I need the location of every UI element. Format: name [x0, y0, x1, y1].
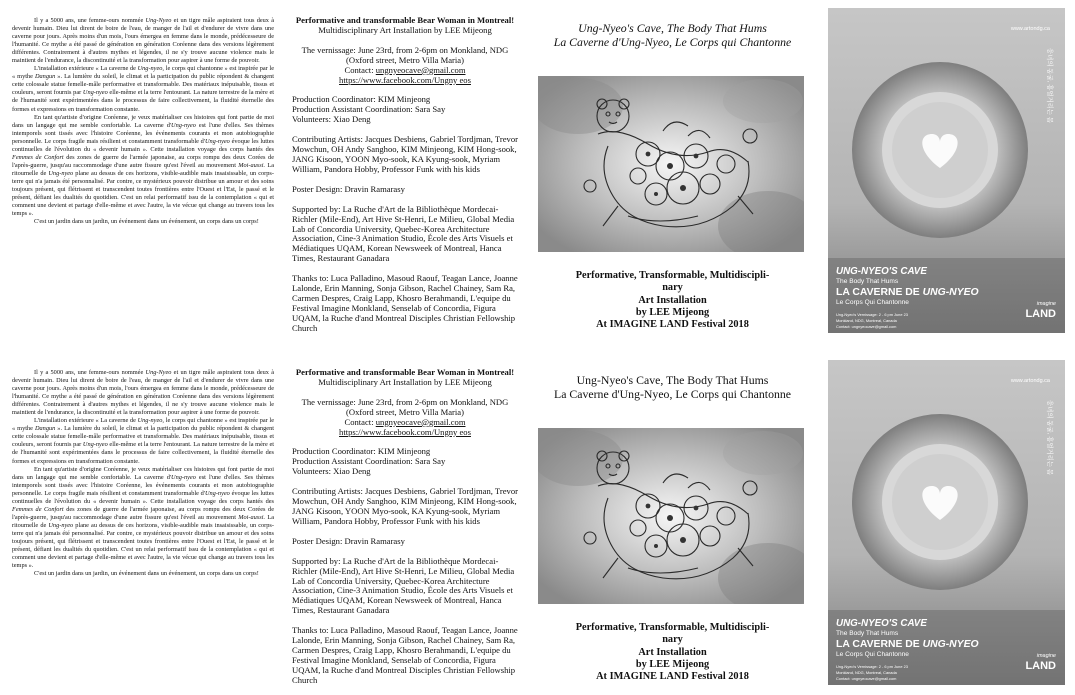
festival-caption — [535, 622, 810, 683]
info-panel — [292, 352, 518, 692]
cover-info-line: Contact: ungnyeocave@gmail.com — [836, 324, 897, 329]
production-coordinator: Production Coordinator: KIM Minjeong — [292, 446, 431, 457]
cover-website: www.artondg.ca — [1010, 26, 1050, 32]
caption-line: At IMAGINE LAND Festival 2018 — [596, 671, 749, 683]
poster-page-bottom — [0, 352, 1075, 692]
story-emphasis: Dangun — [34, 425, 56, 433]
svg-text:LAND: LAND — [1025, 660, 1056, 672]
caption-line: Art Installation — [638, 646, 707, 658]
cover-info-line: Monkland, NDG, Montreal, Canada — [836, 670, 897, 675]
cover-info-line: Monkland, NDG, Montreal, Canada — [836, 318, 897, 323]
story-run: elle-même et la terre l'entourant. La nature terrestre de la mère et de l'humanité sont expérimentées dans le processus de faire collectivement, la fluidité éternelle des formes et expressions en transformation constante. — [12, 441, 274, 465]
production-assistant: Production Assistant Coordination: Sara Say — [292, 456, 446, 467]
festival-caption — [535, 270, 810, 331]
story-panel — [12, 352, 274, 692]
story-text — [12, 17, 274, 226]
cover-info-line: Ung-Nyeo's Vernissage: 2 - 6 pm June 23 — [836, 312, 908, 317]
story-run: des zones de guerre de l'armée japonaise, au corps rompu des deux Corées de l'après-guerre, jusqu'au raccommodage d'une autre fissure qu'est l'éveil au mouvement — [12, 505, 274, 521]
artwork-image — [538, 76, 804, 252]
cover-korean-title: 웅녀의 동굴, 흥얼거리는 몸 — [1046, 400, 1053, 476]
story-run: des zones de guerre de l'armée japonaise, au corps rompu des deux Corées de l'après-guerre, jusqu'au raccommodage d'une autre fissure qu'est l'éveil au mouvement — [12, 153, 274, 169]
story-run: , le corps qui chantonne » est inspirée par le « mythe — [12, 65, 274, 81]
story-run: Il y a 5000 ans, une femme-ours nommée — [34, 17, 146, 24]
story-run: est l'une d'elles. Ses thèmes intemporels sont tissés avec l'histoire Coréenne, les événements courants et mon autobiographie personnelle. Le corps fragile mais résilient et constamment transformable d' — [12, 121, 274, 145]
story-run: est l'une d'elles. Ses thèmes intemporels sont tissés avec l'histoire Coréenne, les événements courants et mon autobiographie personnelle. Le corps fragile mais résilient et constamment transformable d' — [12, 473, 274, 497]
title-french: La Caverne d'Ung-Nyeo, Le Corps qui Chantonne — [553, 386, 792, 401]
cover-panel — [828, 352, 1065, 692]
svg-text:imagine: imagine — [1036, 653, 1056, 659]
caption-line: At IMAGINE LAND Festival 2018 — [596, 319, 749, 331]
cover-info-line: Contact: ungnyeocave@gmail.com — [836, 676, 897, 681]
story-emphasis: Ung-Nyeo — [145, 17, 172, 24]
story-emphasis: Femmes de Confort — [12, 153, 64, 161]
info-panel — [292, 0, 518, 340]
subheadline: Multidisciplinary Art Installation by LEE Mijeong — [318, 24, 492, 35]
contact-email-link[interactable]: ungnyeocave@gmail.com — [375, 416, 466, 427]
story-emphasis: Moi-aussi. — [238, 161, 266, 169]
story-run: évoque les luttes continuelles de l'évolution du « devenir humain ». Cette installation voyage des corps hantés des — [12, 137, 275, 153]
cover-title-en: UNG-NYEO'S CAVE — [836, 266, 927, 277]
subheadline: Multidisciplinary Art Installation by LEE Mijeong — [318, 376, 492, 387]
caption-line: Art Installation — [638, 294, 707, 306]
poster-page-top — [0, 0, 1075, 340]
story-run: , le corps qui chantonne » est inspirée par le « mythe — [12, 417, 274, 433]
story-run: La ritournelle de — [12, 161, 274, 177]
story-emphasis: Ung-Nyeo — [145, 369, 172, 376]
cover-title-fr: LA CAVERNE DE UNG-NYEO — [836, 287, 979, 298]
cover-korean-title: 웅녀의 동굴, 흥얼거리는 몸 — [1046, 48, 1053, 124]
production-coordinator: Production Coordinator: KIM Minjeong — [292, 94, 431, 105]
svg-text:imagine: imagine — [1036, 301, 1056, 307]
cover-image — [828, 8, 1065, 333]
story-paragraph — [12, 570, 274, 578]
cover-subtitle-en: The Body That Hums — [836, 630, 899, 637]
cover-subtitle-fr: Le Corps Qui Chantonne — [836, 651, 909, 658]
caption-line: nary — [662, 634, 683, 646]
cover-image — [828, 360, 1065, 685]
facebook-link[interactable]: https://www.facebook.com/Ungny eos — [339, 74, 471, 85]
cover-website: www.artondg.ca — [1010, 378, 1050, 384]
cover-panel — [828, 0, 1065, 340]
story-run: ». La lumière du soleil, le climat et la participation du public répondent & changent cette colossale statue femelle-mâle performative et transformable. Des matériaux inépuisable, tissus et couleurs, seront fournis par — [12, 425, 274, 449]
caption-line: by LEE Mijeong — [635, 658, 710, 670]
story-paragraph — [12, 114, 274, 219]
story-paragraph — [12, 369, 274, 417]
story-emphasis: Ung-nyeo — [171, 473, 196, 481]
contact-label: Contact: — [344, 416, 376, 427]
story-emphasis: Ung-nyeo — [171, 121, 196, 129]
story-emphasis: Ung-nyeo — [204, 489, 230, 497]
story-paragraph — [12, 65, 274, 113]
story-run: En tant qu'artiste d'origine Coréenne, je veux matérialiser ces histoires qui font partie de moi dans un langage qui me semble confortable. La caverne d' — [12, 465, 274, 481]
poster-design: Poster Design: Dravin Ramarasy — [292, 183, 405, 194]
story-run: C'est un jardin dans un jardin, un événement dans un événement, un corps dans un corps! — [34, 570, 259, 578]
story-emphasis: Ung-nyeo — [82, 441, 108, 449]
story-text — [12, 369, 274, 578]
vernissage-line-2: (Oxford street, Metro Villa Maria) — [346, 54, 464, 65]
story-emphasis: Ung-nyeo — [204, 137, 230, 145]
story-run: plane au dessus de ces horizons, visible-audible mais insaisissable, un corps-terre qui n'a jamais été personnalisé. Par contre, ce mystérieux pouvoir distribue un amour et des soins toujours présent, qui flétrissent et transcendent toutes frontières entre l'Ouest et l'Est, le passé et le présent, défiant les dualités du quotidien. C'est un relai performatif issu de la contemplation « qui et comment une devient et partage d'elle-même et avec l'autre, la vie vécue qui change au travers tous les temps ». — [12, 169, 274, 218]
caption-line: by LEE Mijeong — [635, 306, 710, 318]
story-emphasis: Ung-nyeo — [82, 89, 108, 97]
story-run: et un tigre mâle aspiraient tous deux à devenir humain. Dieu lui dirent de boire de l'eau, de manger de l'ail et d'endurer de vivre dans une caverne pour jours. Après moins d'un mois, l'ours émergea en femme dans le monde, prédécesseure de l'humanité. Ce mythe a été passé de génération en génération Coréenne dans des versions légèrement différentes. Contrairement à d'autres mythes et légendes, il ne s'y trouve aucune violence mais le maintient de l'endurance, la discontinuité et la transformation pour aspirer à une forme de pouvoir. — [12, 17, 274, 65]
story-panel — [12, 0, 274, 340]
story-run: L'installation extérieure « La caverne de — [34, 65, 138, 73]
story-emphasis: Ung-nyeo — [137, 417, 163, 425]
thanks-to: Thanks to: Luca Palladino, Masoud Raouf, Teagan Lance, Joanne Lalonde, Erin Manning, Sonja Gibson, Rachel Chainey, Sam Ra, Carmen Despres, Craig Lapp, Khosro Berahmandi, L'equipe du Festival Imagine Monkland, Senselab of Concordia, Figura UQAM, la Ruche d'and Montreal Disciples Christian Fellowship Church — [292, 625, 518, 685]
vernissage-line-1: The vernissage: June 23rd, from 2-6pm on Monkland, NDG — [301, 44, 509, 55]
story-run: L'installation extérieure « La caverne de — [34, 417, 138, 425]
story-paragraph — [12, 218, 274, 226]
story-emphasis: Dangun — [34, 73, 56, 81]
supported-by: Supported by: La Ruche d'Art de la Bibliothèque Mordecai-Richler (Mile-End), Art Hive St-Henri, Le Milieu, Global Media Lab of Concordia University, Quebec-Korea Architecture Association, Cine-3 Animation Studio, École des Arts Visuels et Médiatiques UQAM, Korean Newsweek of Montreal, Hanca Times, Restaurant Ganadara — [292, 203, 515, 264]
title-english: Ung-Nyeo's Cave, The Body That Hums — [578, 21, 767, 35]
story-emphasis: Femmes de Confort — [12, 505, 64, 513]
story-run: La ritournelle de — [12, 513, 274, 529]
story-run: plane au dessus de ces horizons, visible-audible mais insaisissable, un corps-terre qui n'a jamais été personnalisé. Par contre, ce mystérieux pouvoir distribue un amour et des soins toujours présent, qui flétrissent et transcendent toutes frontières entre l'Ouest et l'Est, le passé et le présent, défiant les dualités du quotidien. C'est un relai performatif issu de la contemplation « qui et comment une devient et partage d'elle-même et avec l'autre, la vie vécue qui change au travers tous les temps ». — [12, 521, 274, 570]
production-assistant: Production Assistant Coordination: Sara Say — [292, 104, 446, 115]
title-panel — [535, 0, 810, 340]
poster-design: Poster Design: Dravin Ramarasy — [292, 535, 405, 546]
supported-by: Supported by: La Ruche d'Art de la Bibliothèque Mordecai-Richler (Mile-End), Art Hive St-Henri, Le Milieu, Global Media Lab of Concordia University, Quebec-Korea Architecture Association, Cine-3 Animation Studio, École des Arts Visuels et Médiatiques UQAM, Korean Newsweek of Montreal, Hanca Times, Restaurant Ganadara — [292, 555, 515, 616]
story-emphasis: Moi-aussi. — [238, 513, 266, 521]
title-english: Ung-Nyeo's Cave, The Body That Hums — [576, 373, 769, 387]
story-run: ». La lumière du soleil, le climat et la participation du public répondent & changent cette colossale statue femelle-mâle performative et transformable. Des matériaux inépuisable, tissus et couleurs, seront fournis par — [12, 73, 274, 97]
contributing-artists: Contributing Artists: Jacques Desbiens, Gabriel Tordjman, Trevor Mowchun, OH Andy Sanghoo, KIM Minjeong, KIM Hong-sook, JANG Kisoon, YOON Myo-sook, KA Kyung-sook, Myriam William, Pandora Hobby, Professor Funk with his kids — [292, 134, 519, 174]
vernissage-line-2: (Oxford street, Metro Villa Maria) — [346, 406, 464, 417]
cover-subtitle-en: The Body That Hums — [836, 278, 899, 285]
title-panel — [535, 352, 810, 692]
vernissage-line-1: The vernissage: June 23rd, from 2-6pm on Monkland, NDG — [301, 396, 509, 407]
story-paragraph — [12, 17, 274, 65]
story-emphasis: Ung-nyeo — [137, 65, 163, 73]
contact-label: Contact: — [344, 64, 376, 75]
svg-text:LAND: LAND — [1025, 308, 1056, 320]
cover-info-line: Ung-Nyeo's Vernissage: 2 - 6 pm June 23 — [836, 664, 908, 669]
headline: Performative and transformable Bear Woman in Montreal! — [295, 367, 515, 377]
story-run: C'est un jardin dans un jardin, un événement dans un événement, un corps dans un corps! — [34, 218, 259, 226]
contact-email-link[interactable]: ungnyeocave@gmail.com — [375, 64, 466, 75]
title-french: La Caverne d'Ung-Nyeo, Le Corps qui Chantonne — [553, 34, 792, 49]
caption-line: nary — [662, 282, 683, 294]
caption-line: Performative, Transformable, Multidiscipli- — [575, 270, 770, 281]
story-run: et un tigre mâle aspiraient tous deux à devenir humain. Dieu lui dirent de boire de l'eau, de manger de l'ail et d'endurer de vivre dans une caverne pour jours. Après moins d'un mois, l'ours émergea en femme dans le monde, prédécesseure de l'humanité. Ce mythe a été passé de génération en génération Coréenne dans des versions légèrement différentes. Contrairement à d'autres mythes et légendes, il ne s'y trouve aucune violence mais le maintient de l'endurance, la discontinuité et la transformation pour aspirer à une forme de pouvoir. — [12, 369, 274, 417]
cover-title-fr: LA CAVERNE DE UNG-NYEO — [836, 639, 979, 650]
cover-subtitle-fr: Le Corps Qui Chantonne — [836, 299, 909, 306]
caption-line: Performative, Transformable, Multidiscipli- — [575, 622, 770, 633]
cover-title-en: UNG-NYEO'S CAVE — [836, 618, 927, 629]
volunteers: Volunteers: Xiao Deng — [292, 114, 371, 125]
story-emphasis: Ung-nyeo — [48, 169, 74, 177]
facebook-link[interactable]: https://www.facebook.com/Ungny eos — [339, 426, 471, 437]
artwork-image — [538, 428, 804, 604]
headline: Performative and transformable Bear Woman in Montreal! — [295, 15, 515, 25]
story-emphasis: Ung-nyeo — [48, 521, 74, 529]
contributing-artists: Contributing Artists: Jacques Desbiens, Gabriel Tordjman, Trevor Mowchun, OH Andy Sanghoo, KIM Minjeong, KIM Hong-sook, JANG Kisoon, YOON Myo-sook, KA Kyung-sook, Myriam William, Pandora Hobby, Professor Funk with his kids — [292, 486, 519, 526]
thanks-to: Thanks to: Luca Palladino, Masoud Raouf, Teagan Lance, Joanne Lalonde, Erin Manning, Sonja Gibson, Rachel Chainey, Sam Ra, Carmen Despres, Craig Lapp, Khosro Berahmandi, L'equipe du Festival Imagine Monkland, Senselab of Concordia, Figura UQAM, la Ruche d'and Montreal Disciples Christian Fellowship Church — [292, 273, 518, 333]
volunteers: Volunteers: Xiao Deng — [292, 466, 371, 477]
story-run: Il y a 5000 ans, une femme-ours nommée — [34, 369, 146, 376]
story-paragraph — [12, 417, 274, 465]
story-run: elle-même et la terre l'entourant. La nature terrestre de la mère et de l'humanité sont expérimentées dans le processus de faire collectivement, la fluidité éternelle des formes et expressions en transformation constante. — [12, 89, 274, 113]
story-run: évoque les luttes continuelles de l'évolution du « devenir humain ». Cette installation voyage des corps hantés des — [12, 489, 275, 505]
story-paragraph — [12, 466, 274, 571]
story-run: En tant qu'artiste d'origine Coréenne, je veux matérialiser ces histoires qui font partie de moi dans un langage qui me semble confortable. La caverne d' — [12, 113, 274, 129]
